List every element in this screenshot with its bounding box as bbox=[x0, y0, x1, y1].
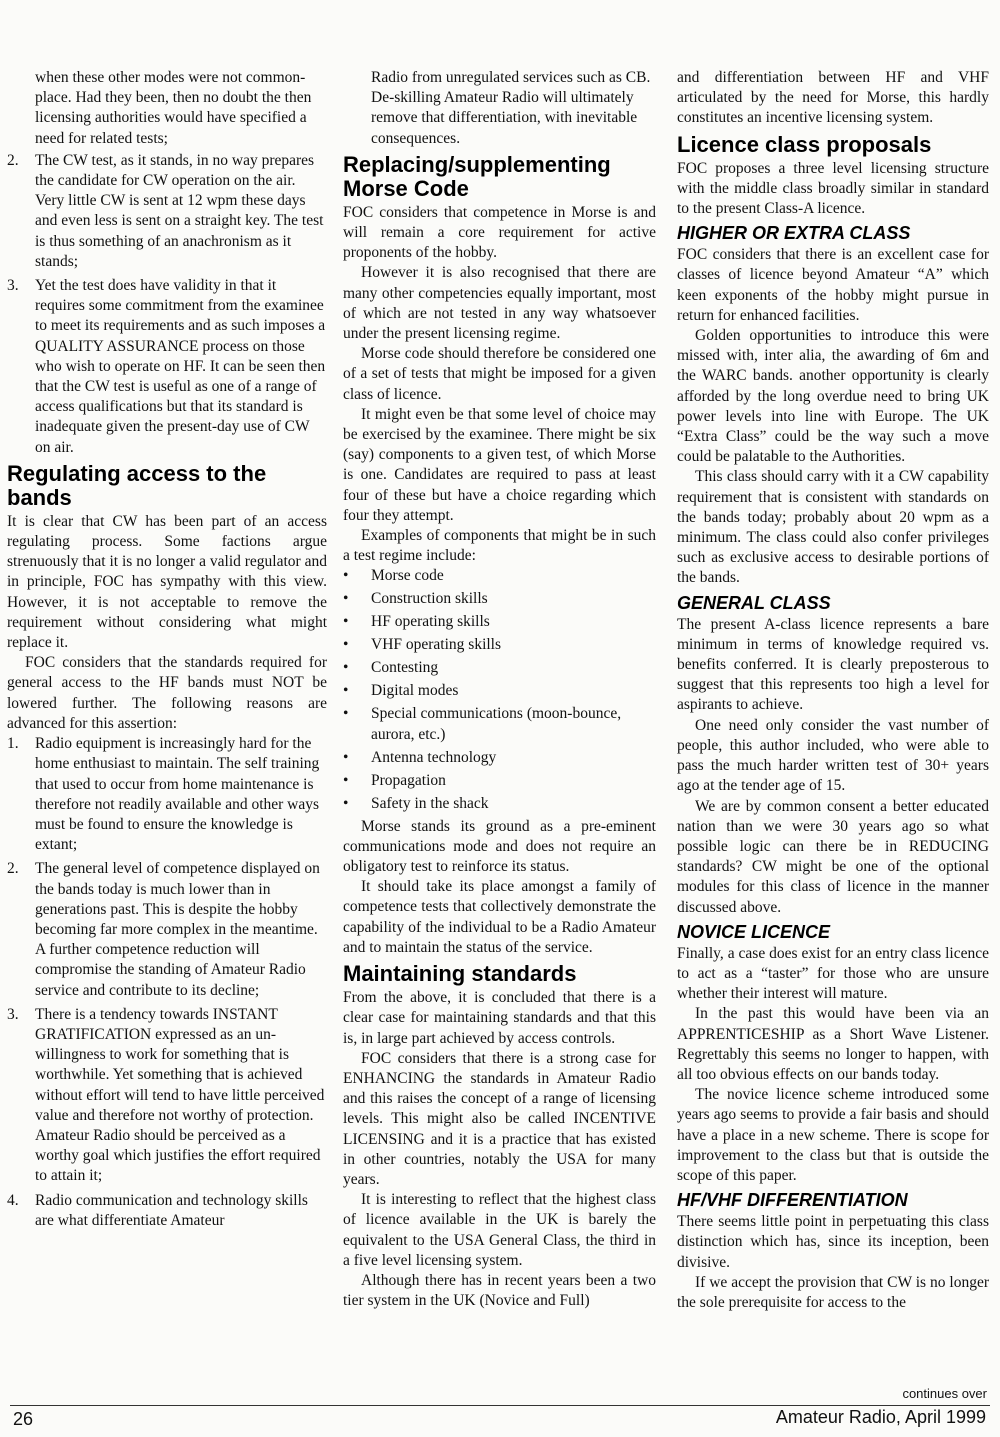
column-1 bbox=[7, 68, 327, 1235]
paragraph: We are by common consent a better educated nation than we were 30 years ago so what possible logic can there be in REDUCING standards? CW might be one of the optional modules for this class of licence in the manner discussed above. bbox=[677, 797, 989, 916]
paragraph: From the above, it is concluded that there is a clear case for maintaining standards and that this is, in large part achieved by access controls. bbox=[343, 989, 656, 1047]
paragraph: Morse code should therefore be considered one of a set of tests that might be imposed for a given class of licence. bbox=[343, 345, 656, 403]
subheading-general-class: GENERAL CLASS bbox=[677, 592, 831, 613]
list-item bbox=[7, 859, 327, 1000]
paragraph: There seems little point in perpetuating this class distinction which has, since its inception, been divisive. bbox=[677, 1213, 989, 1271]
bullet-icon: • bbox=[343, 748, 349, 766]
list-text: HF operating skills bbox=[371, 613, 490, 631]
paragraph: It is interesting to reflect that the highest class of licence available in the UK is barely the equivalent to the USA General Class, the third in a five level licensing system. bbox=[343, 1191, 656, 1269]
list-number: 2. bbox=[7, 860, 19, 878]
list-text: Morse code bbox=[371, 567, 444, 585]
list-text: There is a tendency towards INSTANT GRATIFICATION expressed as an un- willingness to work for something that is worthwhile. Yet something that is achieved without effort will tend to have little perceived value and therefore not worthy of protection. Amateur Radio should be perceived as a worthy goal which justifies the effort required to attain it; bbox=[35, 1005, 325, 1185]
list-text: Propagation bbox=[371, 771, 446, 789]
paragraph: It should take its place amongst a family of competence tests that collectively demonstrate the capability of the individual to be a Radio Amateur and to maintain the status of the service. bbox=[343, 878, 656, 956]
section-heading-replacing: Replacing/supplementing Morse Code bbox=[343, 151, 611, 201]
paragraph: FOC considers that there is a strong case for ENHANCING the standards in Amateur Radio and this raises the concept of a range of licensing levels. This might also be called INCENTIVE LICENSING and it is a practice that has existed in other countries, notably the USA for many years. bbox=[343, 1049, 656, 1188]
column-3 bbox=[677, 68, 989, 1313]
subheading-novice-licence: NOVICE LICENCE bbox=[677, 921, 831, 942]
bullet-icon: • bbox=[343, 613, 349, 631]
footer-divider bbox=[10, 1405, 990, 1406]
continues-over-note: continues over bbox=[902, 1386, 987, 1401]
paragraph: Morse stands its ground as a pre-eminent communications mode and does not require an obligatory test to reinforce its status. bbox=[343, 817, 656, 876]
list-text: Antenna technology bbox=[371, 748, 497, 766]
bullet-icon: • bbox=[343, 636, 349, 654]
paragraph: Golden opportunities to introduce this were missed with, inter alia, the awarding of 6m and the WARC bands. another opportunity is clearly afforded by the long overdue need to bring UK power levels into line with Europe. The UK “Extra Class” could be the way such a move could be palatable to the Authorities. bbox=[677, 327, 989, 466]
list-item bbox=[7, 1191, 327, 1231]
list-item bbox=[343, 566, 656, 586]
list-item bbox=[343, 771, 656, 791]
paragraph: Examples of components that might be in such a test regime include: bbox=[343, 527, 656, 565]
list-item bbox=[7, 734, 327, 855]
list-text: Construction skills bbox=[371, 590, 488, 608]
continued-text: when these other modes were not common-place. Had they been, then no doubt the then licensing authorities would have specified a need for related tests; bbox=[35, 69, 312, 147]
paragraph: The present A-class licence represents a bare minimum in terms of knowledge required vs. benefits conferred. It is clearly preposterous to suggest that this represents too high a level for aspirants to achieve. bbox=[677, 615, 989, 714]
section-heading-regulating: Regulating access to the bands bbox=[7, 460, 267, 510]
paragraph: Although there has in recent years been a two tier system in the UK (Novice and Full) bbox=[343, 1271, 656, 1310]
list-text: The general level of competence displayed on the bands today is much lower than in generations past. This is despite the hobby becoming far more complex in the meantime. A further competence reduction will compromise the standing of Amateur Radio service and contribute to its decline; bbox=[35, 860, 320, 999]
paragraph: If we accept the provision that CW is no longer the sole prerequisite for access to the bbox=[677, 1273, 989, 1311]
paragraph: FOC considers that competence in Morse is and will remain a core requirement for active proponents of the hobby. bbox=[343, 203, 656, 262]
bullet-icon: • bbox=[343, 682, 349, 700]
bullet-icon: • bbox=[343, 567, 349, 585]
list-text: Radio communication and technology skills are what differentiate Amateur bbox=[35, 1191, 308, 1229]
paragraph: FOC considers that the standards required for general access to the HF bands must NOT be lowered further. The following reasons are advanced for this assertion: bbox=[7, 654, 327, 732]
components-list bbox=[343, 566, 656, 813]
paragraph: FOC proposes a three level licensing structure with the middle class broadly similar in standard to the present Class-A licence. bbox=[677, 159, 989, 218]
list-item bbox=[343, 681, 656, 701]
list-item bbox=[7, 276, 327, 458]
bullet-icon: • bbox=[343, 659, 349, 677]
list-text: Special communications (moon-bounce, aurora, etc.) bbox=[371, 705, 622, 743]
list-item bbox=[343, 704, 656, 744]
paragraph: Finally, a case does exist for an entry class licence to act as a “taster” for those who are unsure whether their interest will mature. bbox=[677, 944, 989, 1003]
paragraph: One need only consider the vast number of people, this author included, who were able to pass the much harder written test of 30+ years ago at the tender age of 15. bbox=[677, 716, 989, 795]
list-number: 1. bbox=[7, 735, 19, 753]
section-heading-licence-proposals: Licence class proposals bbox=[677, 131, 932, 157]
list-item bbox=[7, 151, 327, 272]
list-text: Safety in the shack bbox=[371, 794, 489, 812]
bullet-icon: • bbox=[343, 771, 349, 789]
list-item bbox=[7, 1005, 327, 1187]
list-number: 4. bbox=[7, 1191, 19, 1209]
list-number: 3. bbox=[7, 277, 19, 295]
list-item bbox=[343, 794, 656, 814]
reasons-list bbox=[7, 734, 327, 1231]
list-text: VHF operating skills bbox=[371, 636, 502, 654]
subheading-hf-vhf: HF/VHF DIFFERENTIATION bbox=[677, 1190, 908, 1211]
column-2 bbox=[343, 68, 656, 1311]
list-text: Yet the test does have validity in that it requires some commitment from the examinee to meet its requirements and as such imposes a QUALITY ASSURANCE process on those who wish to operate on HF. It can be seen then that the CW test is useful as one of a range of access qualifications but that its standard is inadequate given the present-day use of CW on air. bbox=[35, 277, 326, 456]
publication-footer: Amateur Radio, April 1999 bbox=[775, 1407, 986, 1427]
subheading-higher-class: HIGHER OR EXTRA CLASS bbox=[677, 223, 911, 244]
list-item bbox=[343, 635, 656, 655]
list-text: Contesting bbox=[371, 659, 439, 677]
bullet-icon: • bbox=[343, 794, 349, 812]
continued-text: and differentiation between HF and VHF articulated by the need for Morse, this hardly constitutes an incentive licensing system. bbox=[677, 69, 989, 127]
paragraph: It might even be that some level of choice may be exercised by the examinee. There might be six (say) components to a given test, of which Morse is one. Candidates are required to pass at least four of these but have a choice regarding which four they attempt. bbox=[343, 405, 656, 524]
list-text: Digital modes bbox=[371, 682, 459, 700]
paragraph: In the past this would have been via an APPRENTICESHIP as a Short Wave Listener. Regrettably this seems no longer to happen, with all too obvious effects on our bands today. bbox=[677, 1005, 989, 1083]
continued-text: Radio from unregulated services such as CB. De-skilling Amateur Radio will ultimately remove that differentiation, with inevitable consequences. bbox=[371, 69, 651, 147]
bullet-icon: • bbox=[343, 705, 349, 723]
list-text: Radio equipment is increasingly hard for the home enthusiast to maintain. The self training that used to occur from home maintenance is therefore not readily available and other ways must be found to ensure the knowledge is extant; bbox=[35, 735, 320, 854]
list-item bbox=[343, 589, 656, 609]
list-number: 2. bbox=[7, 151, 19, 169]
list-item bbox=[343, 612, 656, 632]
page-number: 26 bbox=[13, 1409, 34, 1429]
paragraph: This class should carry with it a CW capability requirement that is consistent with standards on the bands today; probably about 20 wpm as a minimum. The class could also confer privileges such as exclusive access to desirable portions of the bands. bbox=[677, 468, 989, 587]
cw-test-list bbox=[7, 151, 327, 458]
list-text: The CW test, as it stands, in no way prepares the candidate for CW operation on the air. Very little CW is sent at 12 wpm these days and even less is sent on a straight key. The test is thus something of an anachronism as it stands; bbox=[35, 151, 324, 270]
section-heading-maintaining: Maintaining standards bbox=[343, 961, 577, 987]
list-item bbox=[343, 748, 656, 768]
bullet-icon: • bbox=[343, 590, 349, 608]
list-number: 3. bbox=[7, 1005, 19, 1023]
paragraph: The novice licence scheme introduced some years ago seems to provide a fair basis and should have a place in a new scheme. There is scope for improvement to the class but that is outside the scope of this paper. bbox=[677, 1086, 989, 1184]
paragraph: However it is also recognised that there are many other competencies equally important, most of which are not tested in any way whatsoever under the present licensing regime. bbox=[343, 264, 656, 343]
list-item bbox=[343, 658, 656, 678]
paragraph: It is clear that CW has been part of an access regulating process. Some factions argue strenuously that it is no longer a valid regulator and in principle, FOC has sympathy with this view. However, it is not acceptable to remove the requirement without considering what might replace it. bbox=[7, 512, 327, 652]
paragraph: FOC considers that there is an excellent case for classes of licence beyond Amateur “A” which keen exponents of the hobby might pursue in return for enhanced facilities. bbox=[677, 246, 989, 324]
